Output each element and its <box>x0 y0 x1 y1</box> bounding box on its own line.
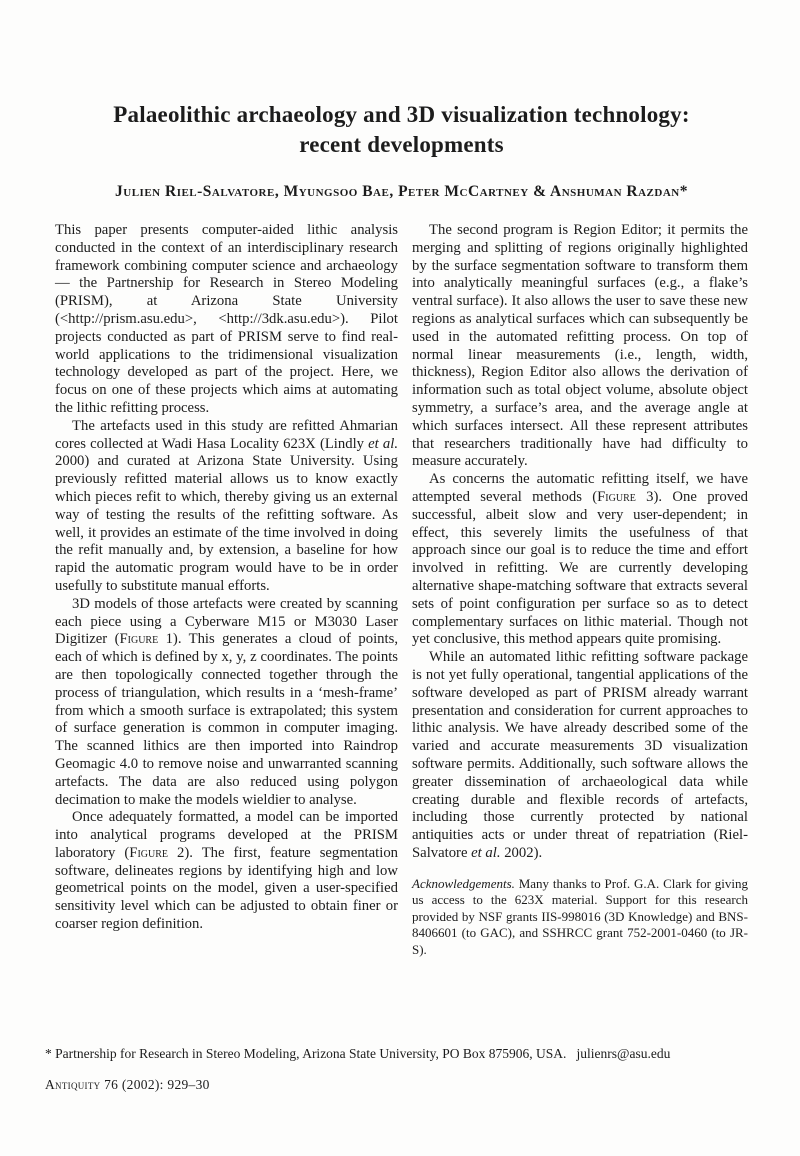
small-caps-text: Figure <box>119 631 159 648</box>
italic-text: et al. <box>471 844 501 861</box>
body-text: Many thanks to Prof. G.A. Clark for giving us access to the 623X material. Support for this research provided by NSF grants IIS-998016 (3D Knowledge) and BNS-8406601 (to GAC), and SSHRCC grant 752-2001-0460 (to JR-S). <box>412 875 748 957</box>
article-title-line1: Palaeolithic archaeology and 3D visualization technology: <box>113 102 690 127</box>
italic-text: Acknowledgements. <box>412 875 515 891</box>
paragraph <box>412 649 748 863</box>
body-text: While an automated lithic refitting software package is not yet fully operational, tangential applications of the software developed as part of PRISM already warrant presentation and consideration for current approaches to lithic analysis. We have already described some of the varied and accurate measurements 3D visualization software permits. Additionally, such software allows the greater dissemination of archaeological data while creating durable and flexible records of artefacts, including those currently protected by national antiquities acts or under threat of repatriation (Riel-Salvatore <box>412 649 748 861</box>
paragraph <box>55 596 398 810</box>
body-text: 3D models of those artefacts were created by scanning each piece using a Cyberware M15 or M3030 Laser Digitizer ( <box>55 595 398 648</box>
body-text: As concerns the automatic refitting itself, we have attempted several methods ( <box>412 471 748 505</box>
affiliation-footnote: * Partnership for Research in Stereo Modeling, Arizona State University, PO Box 875906, USA. julienrs@asu.edu <box>45 1046 671 1061</box>
body-text: 3). One proved successful, albeit slow and very user-dependent; in effect, this severely limits the usefulness of that approach since our goal is to reduce the time and effort involved in refitting. We are currently developing alternative shape-matching software that extracts several sets of point configuration per surface so as to detect complementary surfaces on lithic material. Though not yet conclusive, this method appears quite promising. <box>412 488 748 648</box>
right-column <box>412 222 748 958</box>
body-text: 2). The first, feature segmentation software, delineates regions by identifying high and low geometrical points on the model, given a user-specified sensitivity level which can be adjusted to obtain finer or coarser region definition. <box>55 844 399 933</box>
paragraph <box>55 809 398 934</box>
body-text: 1). This generates a cloud of points, each of which is defined by x, y, z coordinates. The points are then topologically connected together through the process of triangulation, which results in a ‘mesh-frame’ from which a smooth surface is extrapolated; this system of surface generation is common in computer imaging. The scanned lithics are then imported into Raindrop Geomagic 4.0 to remove noise and unwarranted scanning artefacts. The data are also reduced using polygon decimation to make the models wieldier to analyse. <box>55 631 398 808</box>
small-caps-text: Figure <box>129 844 169 861</box>
paragraph <box>412 471 748 649</box>
body-text: 2002). <box>500 844 543 861</box>
body-text: The artefacts used in this study are refitted Ahmarian cores collected at Wadi Hasa Locality 623X (Lindly <box>55 417 398 452</box>
article-body <box>55 222 748 958</box>
paragraph <box>412 876 748 959</box>
italic-text: et al. <box>368 435 399 452</box>
body-text: 2000) and curated at Arizona State University. Using previously refitted material allows us to know exactly which pieces refit to which, thereby giving us an external way of testing the results of the refitting software. As well, it provides an estimate of the time involved in doing the refit manually and, by extension, a baseline for how rapid the automatic program would have to be in order usefully to substitute manual efforts. <box>55 453 398 594</box>
article-title <box>55 100 748 160</box>
paragraph <box>55 418 398 596</box>
body-text: The second program is Region Editor; it permits the merging and splitting of regions originally highlighted by the surface segmentation software to transform them into analytically meaningful surfaces (e.g., a flake’s ventral surface). It also allows the user to save these new regions as analytical surfaces which can subsequently be used in the automated refitting process. On top of normal linear measurements (i.e., length, width, thickness), Region Editor also allows the derivation of information such as total object volume, absolute object symmetry, a surface’s area, and the average angle at which surfaces intersect. All these represent attributes that researchers traditionally have had difficulty to measure accurately. <box>412 222 748 470</box>
paragraph <box>55 222 398 418</box>
left-column <box>55 222 398 958</box>
paragraph <box>412 222 748 471</box>
authors-line: Julien Riel-Salvatore, Myungsoo Bae, Peter McCartney & Anshuman Razdan* <box>115 183 688 200</box>
article-title-line2: recent developments <box>299 132 504 157</box>
journal-citation: Antiquity 76 (2002): 929–30 <box>45 1077 210 1092</box>
body-text: This paper presents computer-aided lithic analysis conducted in the context of an interdisciplinary research framework combining computer science and archaeology — the Partnership for Research in Stereo Modeling (PRISM), at Arizona State University (<http://prism.asu.edu>, <http://3dk.asu.edu>). Pilot projects conducted as part of PRISM serve to find real-world applications to the tridimensional visualization technology developed as part of the project. Here, we focus on one of these projects which aims at automating the lithic refitting process. <box>55 222 398 416</box>
page-footer <box>45 1045 748 1093</box>
body-text: Once adequately formatted, a model can be imported into analytical programs developed at the PRISM laboratory ( <box>55 809 398 861</box>
small-caps-text: Figure <box>597 488 636 505</box>
